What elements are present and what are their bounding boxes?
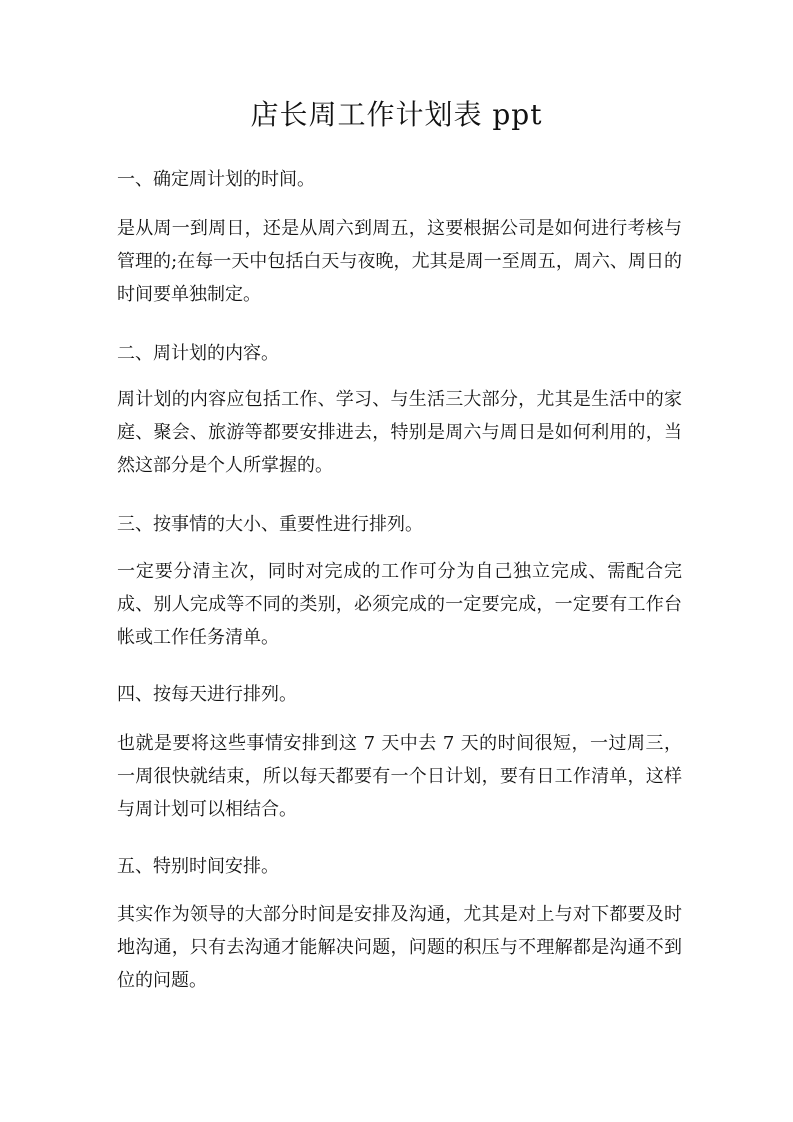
section-3-body: 一定要分清主次，同时对完成的工作可分为自己独立完成、需配合完成、别人完成等不同的类别，必须完成的一定要完成，一定要有工作台帐或工作任务清单。: [117, 561, 682, 648]
section-1-heading: 一、确定周计划的时间。: [117, 169, 315, 190]
section-3-heading: 三、按事情的大小、重要性进行排列。: [117, 514, 423, 535]
section-5-heading: 五、特别时间安排。: [117, 856, 279, 877]
section-4-heading: 四、按每天进行排列。: [117, 684, 297, 705]
section-2-body: 周计划的内容应包括工作、学习、与生活三大部分，尤其是生活中的家庭、聚会、旅游等都要安排进去，特别是周六与周日是如何利用的，当然这部分是个人所掌握的。: [117, 389, 682, 476]
section-5-body: 其实作为领导的大部分时间是安排及沟通，尤其是对上与对下都要及时地沟通，只有去沟通才能解决问题，问题的积压与不理解都是沟通不到位的问题。: [117, 904, 682, 991]
section-4-body: 也就是要将这些事情安排到这 7 天中去 7 天的时间很短，一过周三，一周很快就结束，所以每天都要有一个日计划，要有日工作清单，这样与周计划可以相结合。: [117, 733, 682, 820]
section-2-heading: 二、周计划的内容。: [117, 343, 279, 364]
page-title: 店长周工作计划表 ppt: [250, 98, 543, 131]
section-1-body: 是从周一到周日，还是从周六到周五，这要根据公司是如何进行考核与管理的;在每一天中包括白天与夜晚，尤其是周一至周五，周六、周日的时间要单独制定。: [117, 218, 682, 305]
